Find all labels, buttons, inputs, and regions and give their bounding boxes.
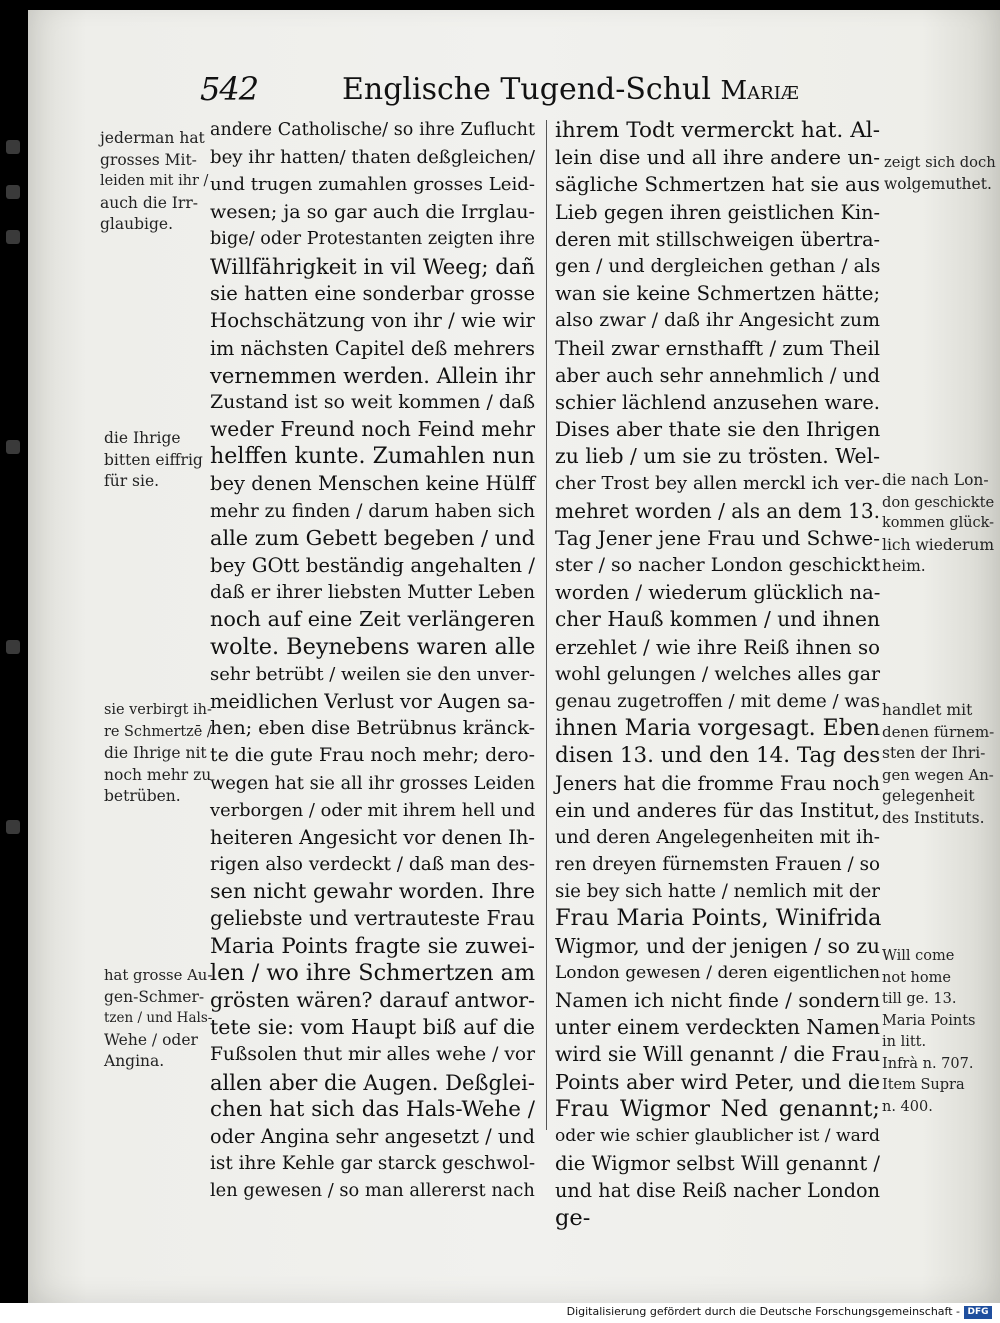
- right-column-line: Namen ich nicht finde / sondern: [555, 989, 881, 1012]
- running-title-smallcaps: Mariæ: [720, 76, 799, 106]
- margin-note-line: auch die Irr-: [100, 193, 198, 212]
- right-column-line: Frau Maria Points, Winifrida: [555, 905, 882, 932]
- scan-left-edge: [0, 0, 28, 1303]
- right-column-line: die Wigmor selbst Will genannt /: [555, 1152, 881, 1176]
- left-column-line: bey ihr hatten/ thaten deßgleichen/: [210, 147, 535, 169]
- left-column-line: bey GOtt beständig angehalten /: [210, 554, 535, 577]
- margin-note-line: Maria Points: [882, 1012, 976, 1029]
- margin-note-line: jederman hat: [100, 129, 205, 147]
- left-column-line: heiteren Angesicht vor denen Ih-: [210, 825, 535, 849]
- right-column-line: Theil zwar ernsthafft / zum Theil: [555, 336, 880, 360]
- left-column-line: alle zum Gebett begeben / und: [210, 525, 535, 550]
- left-column-line: meidlichen Verlust vor Augen sa-: [210, 689, 535, 713]
- right-column-line: aber auch sehr annehmlich / und: [555, 363, 880, 387]
- right-column-line: wohl gelungen / welches alles gar: [555, 662, 880, 685]
- right-column-line: ster / so nacher London geschickt: [555, 554, 881, 576]
- margin-note-line: wolgemuthet.: [884, 174, 992, 193]
- column-divider: [546, 120, 547, 1130]
- left-column-line: te die gute Frau noch mehr; dero-: [210, 745, 535, 767]
- margin-note-left-2: [104, 428, 208, 493]
- margin-note-line: Angina.: [104, 1052, 165, 1070]
- right-column-line: genau zugetroffen / mit deme / was: [555, 690, 880, 712]
- margin-note-line: die Ihrige nit: [104, 744, 207, 762]
- right-column-line: sie bey sich hatte / nemlich mit der: [555, 881, 880, 903]
- margin-note-line: für sie.: [104, 472, 160, 490]
- page-number: 542: [200, 70, 259, 108]
- left-column-line: allen aber die Augen. Deßglei-: [210, 1069, 536, 1095]
- right-column-line: wird sie Will genannt / die Frau: [555, 1042, 881, 1067]
- left-column-line: Fußsolen thut mir alles wehe / vor: [210, 1044, 535, 1066]
- left-column-line: weder Freund noch Feind mehr: [210, 417, 535, 442]
- margin-note-line: tzen / und Hals-: [104, 1010, 213, 1026]
- left-column-line: hen; eben dise Betrübnus kränck-: [210, 717, 536, 740]
- margin-note-left-4: [104, 965, 212, 1073]
- margin-note-line: bitten eiffrig: [104, 450, 203, 469]
- margin-note-line: sten der Ihri-: [882, 744, 986, 762]
- margin-note-line: die nach Lon-: [882, 471, 989, 489]
- right-column-line: cher Trost bey allen merckl ich ver-: [555, 473, 880, 495]
- right-column-line: und deren Angelegenheiten mit ih-: [555, 826, 880, 848]
- margin-note-line: sie verbirgt ih-: [104, 702, 212, 718]
- margin-note-line: betrüben.: [104, 787, 181, 805]
- running-header: [200, 70, 799, 120]
- margin-note-line: till ge. 13.: [882, 991, 957, 1007]
- text-column-right: [555, 117, 880, 1232]
- margin-note-line: denen fürnem-: [882, 722, 995, 741]
- margin-note-line: leiden mit ihr /: [100, 173, 209, 189]
- right-column-line: Frau Wigmor Ned genannt;: [555, 1095, 880, 1122]
- left-column-line: wesen; ja so gar auch die Irrglau-: [210, 200, 535, 223]
- right-column-line: Tag Jener jene Frau und Schwe-: [555, 525, 880, 550]
- left-column-line: wolte. Beynebens waren alle: [210, 633, 536, 660]
- footer-credit: Digitalisierung gefördert durch die Deutsche Forschungsgemeinschaft -: [566, 1305, 960, 1318]
- margin-note-line: grosses Mit-: [100, 150, 197, 169]
- left-column-line: rigen also verdeckt / daß man des-: [210, 854, 535, 876]
- margin-note-right-3: [882, 700, 994, 829]
- left-column-line: grösten wären? darauf antwor-: [210, 988, 535, 1012]
- right-column-line: also zwar / daß ihr Angesicht zum: [555, 310, 880, 332]
- running-title-main: Englische Tugend-Schul: [342, 72, 711, 107]
- left-column-line: verborgen / oder mit ihrem hell und: [210, 799, 536, 821]
- margin-note-right-1: [884, 152, 996, 195]
- right-column-line: Wigmor, und der jenigen / so zu: [555, 933, 880, 958]
- left-column-line: und trugen zumahlen grosses Leid-: [210, 174, 535, 196]
- left-column-line: bige/ oder Protestanten zeigten ihre: [210, 228, 535, 249]
- margin-note-line: die Ihrige: [104, 429, 181, 447]
- right-column-line: ein und anderes für das Institut,: [555, 798, 880, 822]
- left-column-line: noch auf eine Zeit verlängeren: [210, 607, 535, 632]
- right-column-line: sägliche Schmertzen hat sie aus: [555, 173, 880, 197]
- left-column-line: sen nicht gewahr worden. Ihre: [210, 879, 535, 904]
- margin-note-line: Infrà n. 707.: [882, 1055, 974, 1072]
- margin-note-line: glaubige.: [100, 215, 174, 233]
- left-column-line: Hochschätzung von ihr / wie wir: [210, 309, 535, 333]
- margin-note-line: re Schmertzē /: [104, 723, 212, 740]
- margin-note-line: heim.: [882, 557, 926, 575]
- digitization-footer: [0, 1303, 1000, 1323]
- margin-note-line: not home: [882, 969, 951, 986]
- left-column-line: Maria Points fragte sie zuwei-: [210, 933, 535, 959]
- right-column-line: deren mit stillschweigen übertra-: [555, 227, 880, 251]
- right-column-line: Jeners hat die fromme Frau noch: [555, 771, 880, 795]
- left-column-line: oder Angina sehr angesetzt / und: [210, 1124, 535, 1148]
- right-column-line: ihnen Maria vorgesagt. Eben: [555, 716, 881, 742]
- margin-note-left-1: [100, 128, 208, 236]
- margin-note-line: gen wegen An-: [882, 766, 994, 784]
- margin-note-line: noch mehr zu: [104, 765, 212, 784]
- margin-note-line: des Instituts.: [882, 808, 985, 827]
- right-column-line: cher Hauß kommen / und ihnen: [555, 607, 880, 632]
- left-column-line: andere Catholische/ so ihre Zuflucht: [210, 120, 535, 140]
- left-column-line: chen hat sich das Hals-Wehe /: [210, 1096, 535, 1122]
- margin-note-line: Wehe / oder: [104, 1030, 198, 1049]
- right-column-line: wan sie keine Schmertzen hätte;: [555, 282, 881, 306]
- left-column-line: Zustand ist so weit kommen / daß: [210, 390, 535, 413]
- margin-note-line: zeigt sich doch: [884, 154, 996, 171]
- margin-note-line: in litt.: [882, 1034, 927, 1050]
- margin-note-line: Item Supra: [882, 1077, 965, 1093]
- left-column-line: sehr betrübt / weilen sie den unver-: [210, 663, 536, 685]
- left-column-line: sie hatten eine sonderbar grosse: [210, 282, 535, 306]
- right-column-line: Points aber wird Peter, und die: [555, 1069, 880, 1094]
- left-column-line: wegen hat sie all ihr grosses Leiden: [210, 772, 536, 794]
- left-column-line: im nächsten Capitel deß mehrers: [210, 336, 535, 360]
- text-column-left: [210, 117, 535, 1205]
- right-column-line: lein dise und all ihre andere un-: [555, 145, 880, 170]
- right-column-line: gen / und dergleichen gethan / als: [555, 255, 881, 277]
- right-column-line: mehret worden / als an dem 13.: [555, 498, 881, 523]
- left-column-line: daß er ihrer liebsten Mutter Leben: [210, 582, 535, 604]
- margin-note-right-4: [882, 946, 994, 1118]
- left-column-line: tete sie: vom Haupt biß auf die: [210, 1015, 535, 1040]
- left-column-line: len / wo ihre Schmertzen am: [210, 959, 536, 986]
- right-column-line: worden / wiederum glücklich na-: [555, 581, 881, 605]
- right-column-line: und hat dise Reiß nacher London: [555, 1179, 880, 1203]
- right-column-line: oder wie schier glaublicher ist / ward: [555, 1125, 880, 1146]
- right-column-line: ihrem Todt vermerckt hat. Al-: [555, 118, 880, 143]
- right-column-line: erzehlet / wie ihre Reiß ihnen so: [555, 635, 880, 659]
- margin-note-line: kommen glück-: [882, 515, 994, 531]
- right-column-line: ren dreyen fürnemsten Frauen / so: [555, 854, 880, 876]
- margin-note-line: gelegenheit: [882, 787, 975, 805]
- left-column-line: Willfährigkeit in vil Weeg; dañ: [210, 253, 535, 279]
- margin-note-line: n. 400.: [882, 1098, 933, 1115]
- margin-note-line: handlet mit: [882, 701, 973, 719]
- right-column-line: London gewesen / deren eigentlichen: [555, 962, 880, 983]
- right-column-line: unter einem verdeckten Namen: [555, 1015, 880, 1040]
- facing-page-bleed: [2, 120, 24, 1020]
- left-column-line: len gewesen / so man allererst nach: [210, 1180, 535, 1202]
- left-column-line: helffen kunte. Zumahlen nun: [210, 443, 535, 470]
- margin-note-line: Will come: [882, 948, 955, 964]
- left-column-line: mehr zu finden / darum haben sich: [210, 500, 535, 522]
- margin-note-line: hat grosse Au-: [104, 967, 213, 984]
- dfg-logo: DFG: [964, 1306, 992, 1319]
- left-column-line: ist ihre Kehle gar starck geschwol-: [210, 1153, 536, 1175]
- right-column-line: schier lächlend anzusehen ware.: [555, 390, 880, 414]
- margin-note-line: gen-Schmer-: [104, 987, 205, 1006]
- left-column-line: vernemmen werden. Allein ihr: [210, 362, 536, 388]
- right-column-line: disen 13. und den 14. Tag des: [555, 743, 881, 769]
- margin-note-left-3: [104, 700, 212, 808]
- margin-note-right-2: [882, 470, 994, 578]
- right-column-line: Lieb gegen ihren geistlichen Kin-: [555, 200, 880, 224]
- right-column-line: ge-: [555, 1204, 591, 1231]
- scan-top-edge: [0, 0, 1000, 10]
- margin-note-line: lich wiederum: [882, 535, 995, 554]
- running-title: [342, 72, 799, 107]
- left-column-line: bey denen Menschen keine Hülff: [210, 472, 535, 496]
- right-column-line: zu lieb / um sie zu trösten. Wel-: [555, 444, 880, 469]
- margin-note-line: don geschickte: [882, 493, 995, 511]
- left-column-line: geliebste und vertrauteste Frau: [210, 906, 535, 931]
- right-column-line: Dises aber thate sie den Ihrigen: [555, 417, 881, 442]
